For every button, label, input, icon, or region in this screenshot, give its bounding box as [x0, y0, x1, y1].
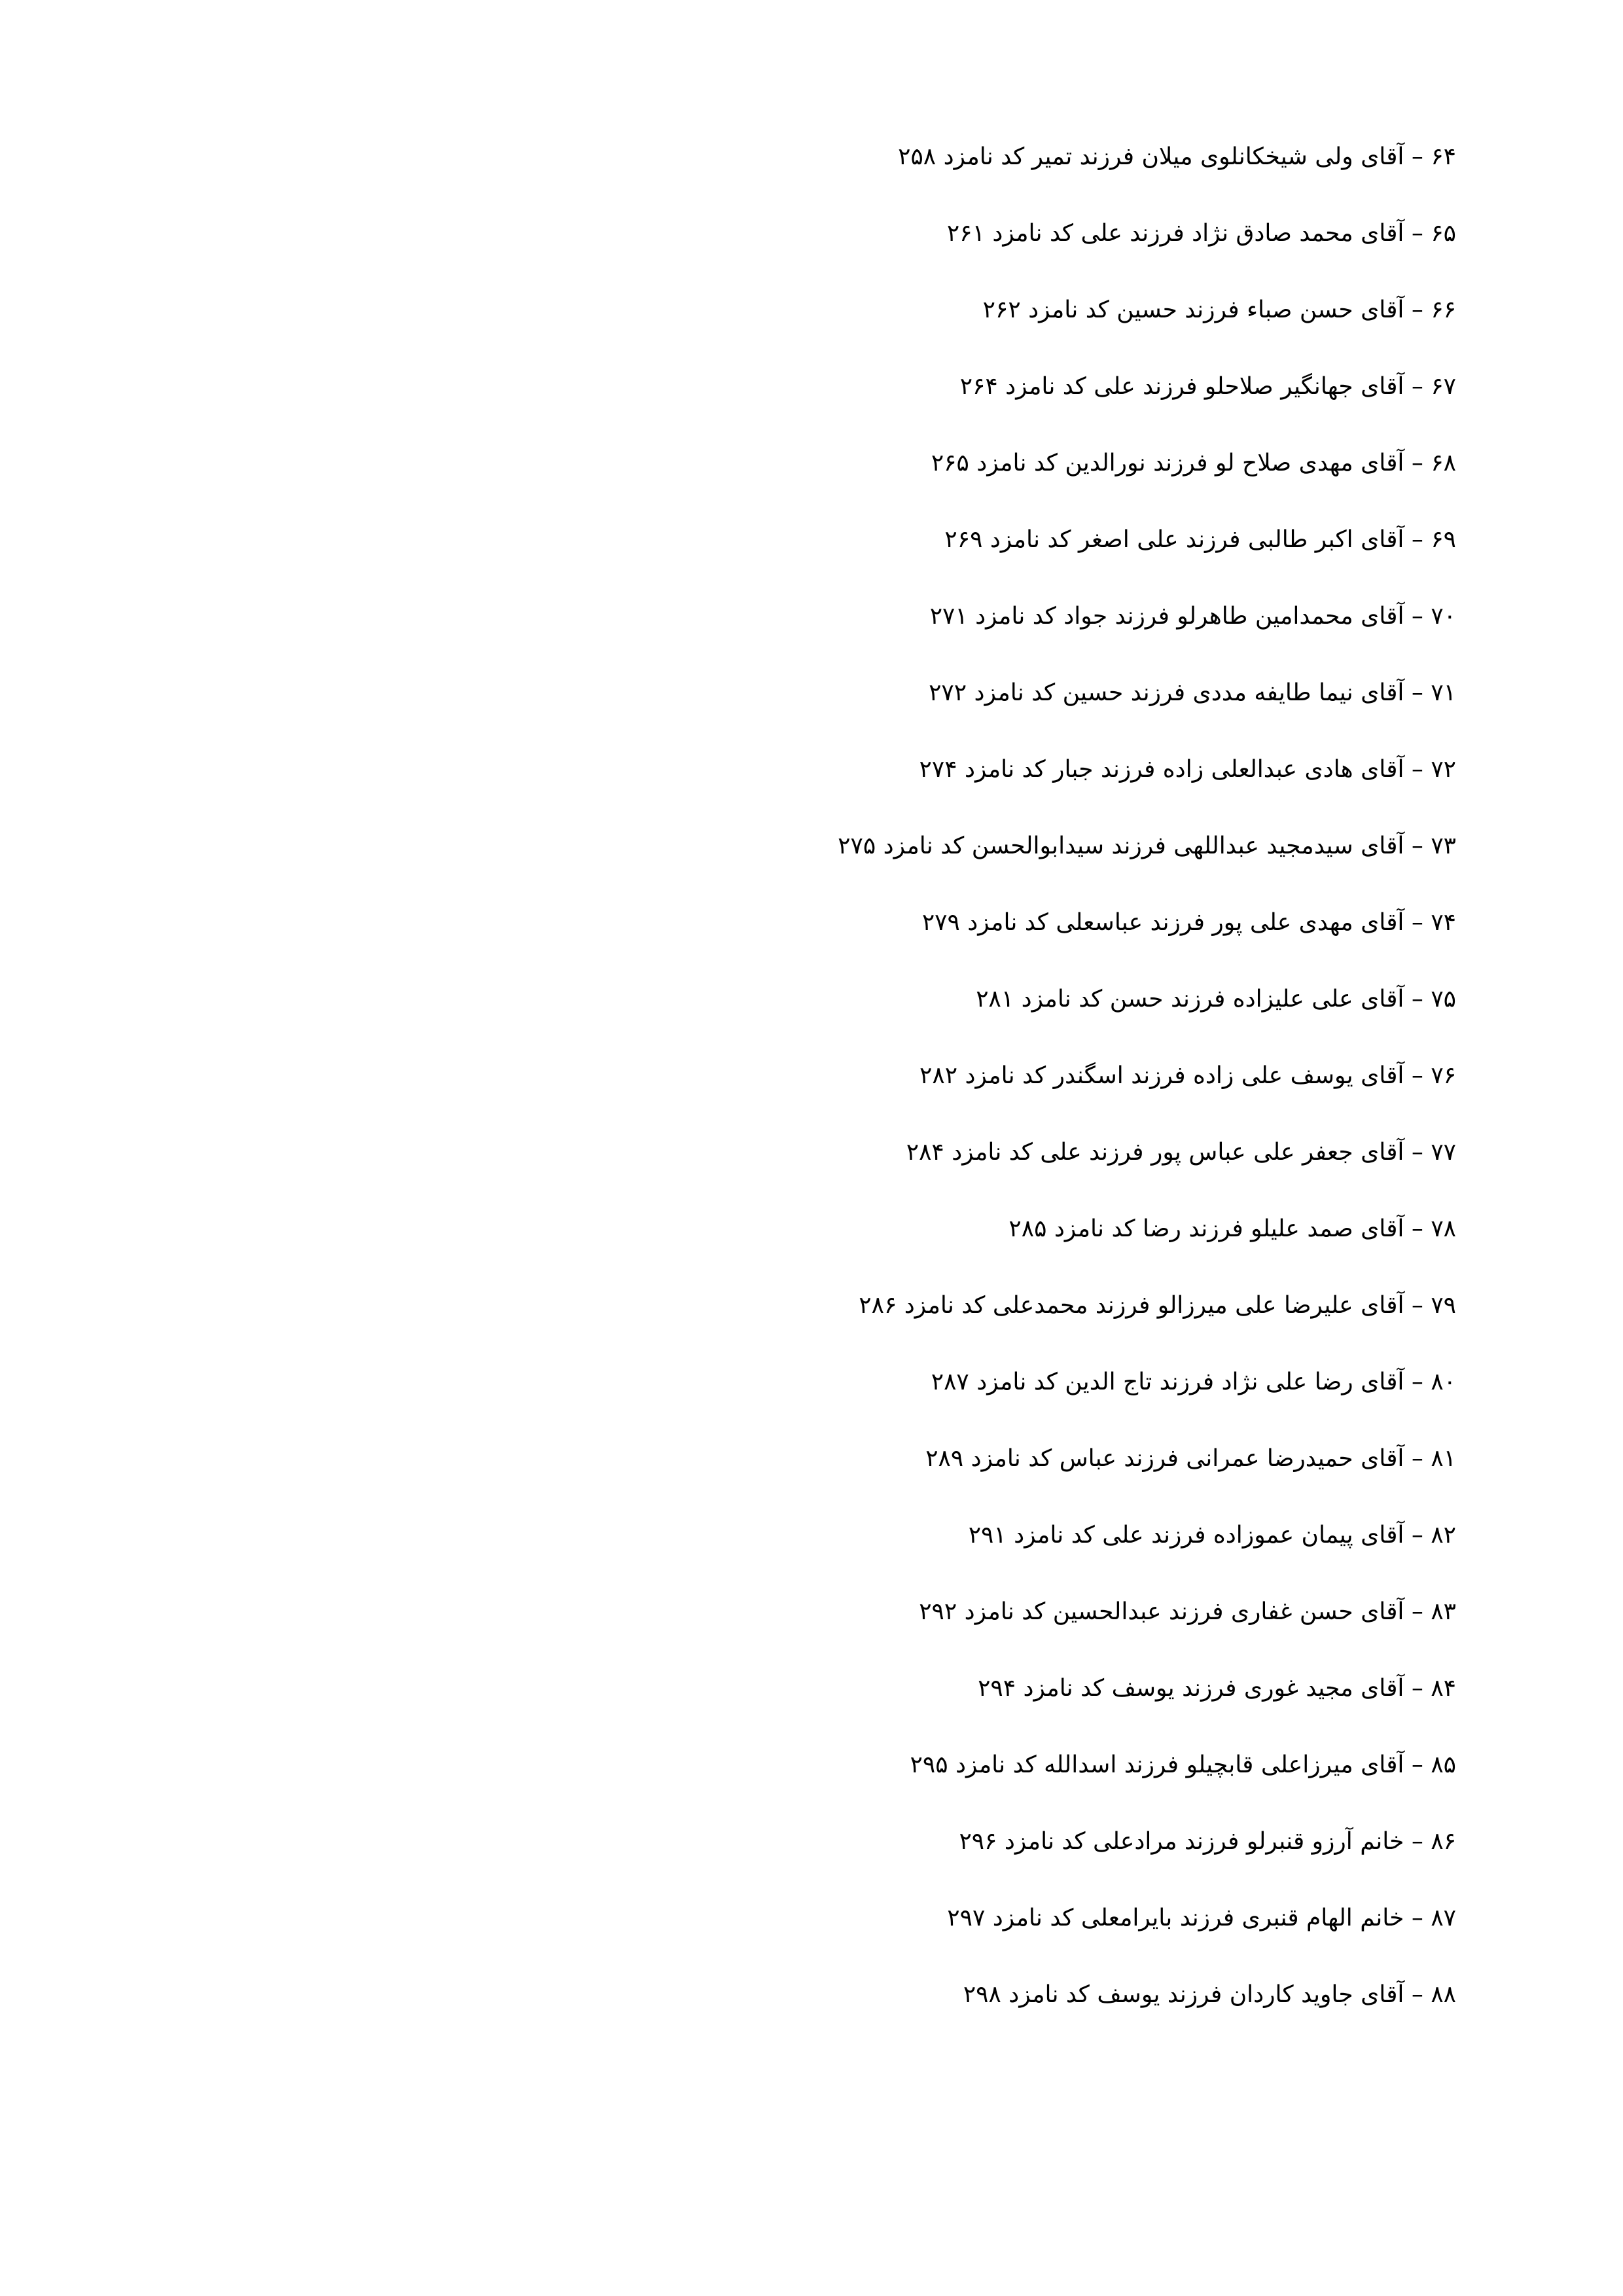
- candidate-entry-79: ۷۹ – آقای علیرضا علی میرزالو فرزند محمدعلی کد نامزد ۲۸۶: [859, 1292, 1456, 1319]
- candidate-entry-82: ۸۲ – آقای پیمان عموزاده فرزند علی کد نامزد ۲۹۱: [968, 1522, 1456, 1549]
- candidate-entry-81: ۸۱ – آقای حمیدرضا عمرانی فرزند عباس کد نامزد ۲۸۹: [925, 1445, 1456, 1472]
- candidate-entry-88: ۸۸ – آقای جاوید کاردان فرزند یوسف کد نامزد ۲۹۸: [963, 1981, 1456, 2008]
- candidate-entry-69: ۶۹ – آقای اکبر طالبی فرزند علی اصغر کد نامزد ۲۶۹: [944, 526, 1456, 553]
- candidate-entry-67: ۶۷ – آقای جهانگیر صلاحلو فرزند علی کد نامزد ۲۶۴: [959, 373, 1456, 400]
- candidate-entry-86: ۸۶ – خانم آرزو قنبرلو فرزند مرادعلی کد نامزد ۲۹۶: [959, 1828, 1456, 1855]
- candidate-entry-70: ۷۰ – آقای محمدامین طاهرلو فرزند جواد کد نامزد ۲۷۱: [929, 603, 1456, 630]
- candidate-entry-64: ۶۴ – آقای ولی شیخکانلوی میلان فرزند تمیر کد نامزد ۲۵۸: [898, 143, 1456, 170]
- candidate-entry-78: ۷۸ – آقای صمد علیلو فرزند رضا کد نامزد ۲۸۵: [1008, 1215, 1456, 1242]
- candidate-entry-66: ۶۶ – آقای حسن صباء فرزند حسین کد نامزد ۲۶۲: [982, 296, 1456, 323]
- candidate-entry-68: ۶۸ – آقای مهدی صلاح لو فرزند نورالدین کد نامزد ۲۶۵: [931, 450, 1456, 476]
- candidate-entry-74: ۷۴ – آقای مهدی علی پور فرزند عباسعلی کد نامزد ۲۷۹: [921, 909, 1456, 936]
- candidate-entry-87: ۸۷ – خانم الهام قنبری فرزند بایرامعلی کد نامزد ۲۹۷: [947, 1905, 1456, 1931]
- candidate-list: [344, 134, 1456, 2049]
- candidate-entry-84: ۸۴ – آقای مجید غوری فرزند یوسف کد نامزد ۲۹۴: [978, 1675, 1456, 1702]
- candidate-entry-71: ۷۱ – آقای نیما طایفه مددی فرزند حسین کد نامزد ۲۷۲: [929, 679, 1456, 706]
- candidate-entry-72: ۷۲ – آقای هادی عبدالعلی زاده فرزند جبار کد نامزد ۲۷۴: [919, 756, 1456, 783]
- candidate-entry-83: ۸۳ – آقای حسن غفاری فرزند عبدالحسین کد نامزد ۲۹۲: [919, 1598, 1456, 1625]
- candidate-entry-85: ۸۵ – آقای میرزاعلی قابچیلو فرزند اسدالله کد نامزد ۲۹۵: [910, 1751, 1456, 1778]
- candidate-entry-65: ۶۵ – آقای محمد صادق نژاد فرزند علی کد نامزد ۲۶۱: [946, 220, 1456, 247]
- candidate-entry-77: ۷۷ – آقای جعفر علی عباس پور فرزند علی کد نامزد ۲۸۴: [906, 1139, 1456, 1166]
- candidate-entry-75: ۷۵ – آقای علی علیزاده فرزند حسن کد نامزد ۲۸۱: [976, 986, 1456, 1013]
- candidate-entry-80: ۸۰ – آقای رضا علی نژاد فرزند تاج الدین کد نامزد ۲۸۷: [931, 1369, 1456, 1395]
- candidate-entry-73: ۷۳ – آقای سیدمجید عبداللهی فرزند سیدابوالحسن کد نامزد ۲۷۵: [838, 833, 1456, 859]
- candidate-entry-76: ۷۶ – آقای یوسف علی زاده فرزند اسگندر کد نامزد ۲۸۲: [919, 1062, 1456, 1089]
